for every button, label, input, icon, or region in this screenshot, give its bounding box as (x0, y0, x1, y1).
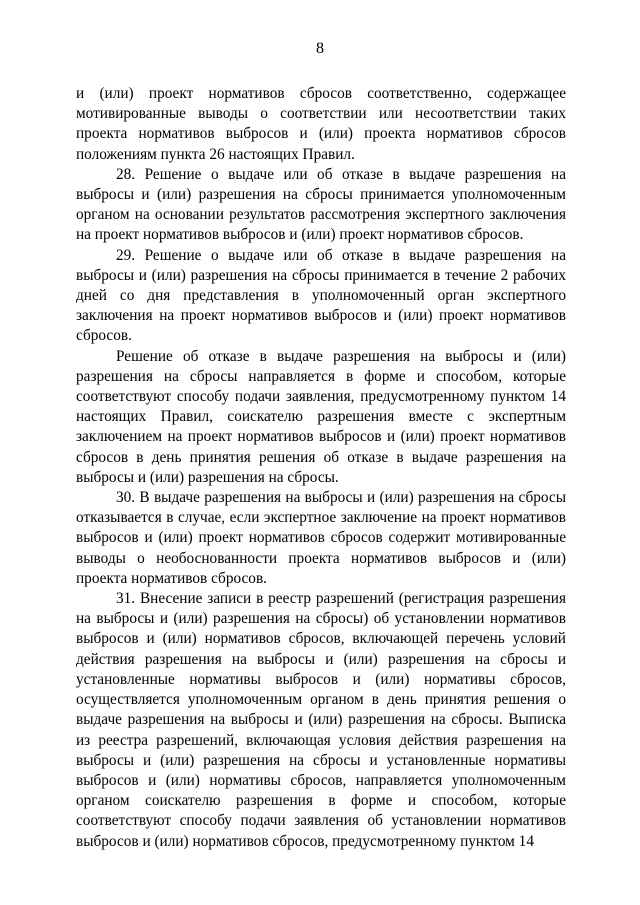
paragraph-28: 28. Решение о выдаче или об отказе в выдаче разрешения на выбросы и (или) разрешения на сбросы принимается уполномоченным органом на основании результатов рассмотрения экспертного заключения на проект нормативов выбросов и (или) проект нормативов сбросов. (76, 165, 566, 244)
document-body (76, 84, 566, 852)
paragraph-31: 31. Внесение записи в реестр разрешений (регистрация разрешения на выбросы и (или) разрешения на сбросы) об установлении нормативов выбросов и (или) нормативов сбросов, включающей перечень условий действия разрешения на выбросы и (или) разрешения на сбросы и установленные нормативы выбросов и (или) нормативы сбросов, осуществляется уполномоченным органом в день принятия решения о выдаче разрешения на выбросы и (или) разрешения на сбросы. Выписка из реестра разрешений, включающая условия действия разрешения на выбросы и (или) разрешения на сбросы и установленные нормативы выбросов и (или) нормативы сбросов, направляется уполномоченным органом соискателю разрешения в форме и способом, которые соответствуют способу подачи заявления об установлении нормативов выбросов и (или) нормативов сбросов, предусмотренному пунктом 14 (76, 590, 566, 850)
paragraph-30: 30. В выдаче разрешения на выбросы и (или) разрешения на сбросы отказывается в случае, если экспертное заключение на проект нормативов выбросов и (или) проект нормативов сбросов содержит мотивированные выводы о необоснованности проекта нормативов выбросов и (или) проекта нормативов сбросов. (76, 489, 566, 587)
page-number: 8 (316, 40, 324, 57)
paragraph-refusal-notice: Решение об отказе в выдаче разрешения на выбросы и (или) разрешения на сбросы направляется в форме и способом, которые соответствуют способу подачи заявления, предусмотренному пунктом 14 настоящих Правил, соискателю разрешения вместе с экспертным заключением на проект нормативов выбросов и (или) проект нормативов сбросов в день принятия решения об отказе в выдаче разрешения на выбросы и (или) разрешения на сбросы. (76, 347, 566, 486)
paragraph-29: 29. Решение о выдаче или об отказе в выдаче разрешения на выбросы и (или) разрешения на сбросы принимается в течение 2 рабочих дней со дня представления в уполномоченный орган экспертного заключения на проект нормативов выбросов и (или) проект нормативов сбросов. (76, 246, 566, 345)
paragraph-continuation: и (или) проект нормативов сбросов соответственно, содержащее мотивированные выводы о соответствии или несоответствии таких проекта нормативов выбросов и (или) проекта нормативов сбросов положениям пункта 26 настоящих Правил. (76, 85, 566, 163)
